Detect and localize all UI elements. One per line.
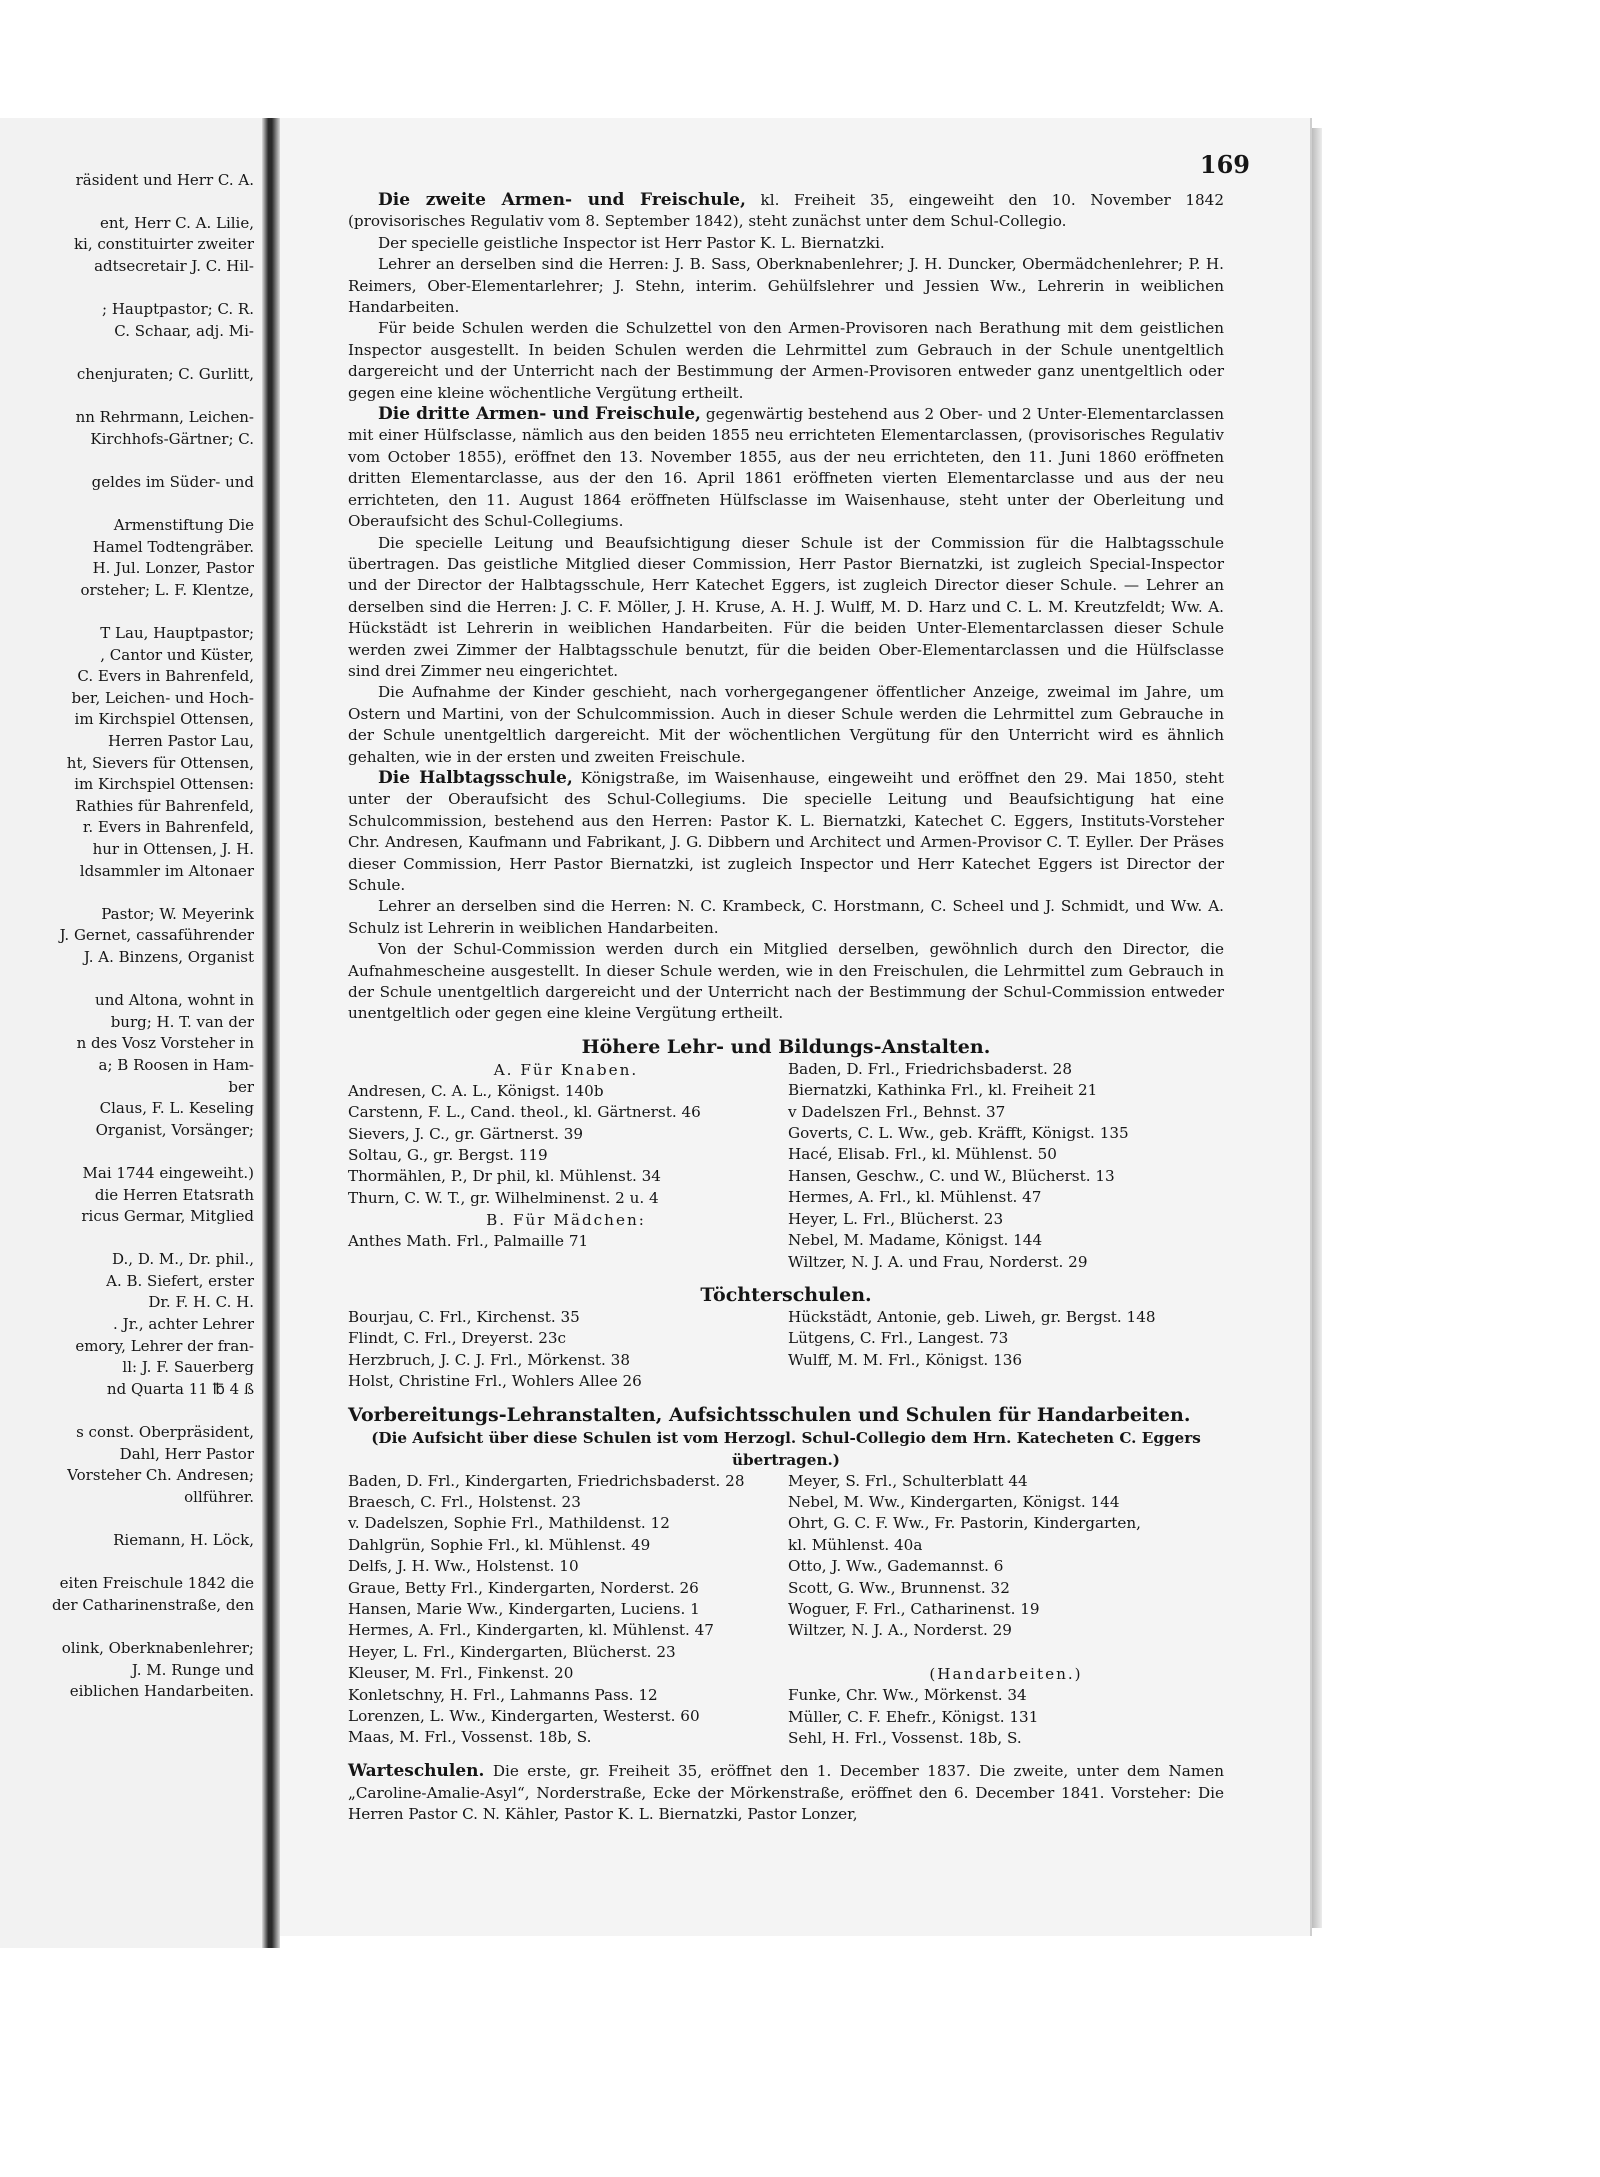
list-item: v Dadelszen Frl., Behnst. 37 <box>788 1102 1006 1121</box>
page-edge <box>1312 128 1322 1928</box>
toechter-right-column <box>788 1307 1224 1393</box>
left-page-line <box>0 450 254 472</box>
left-page-line <box>0 191 254 213</box>
left-page-line <box>0 148 254 170</box>
left-page-line <box>0 1141 254 1163</box>
left-page-line: D., D. M., Dr. phil., <box>112 1250 254 1269</box>
page-number: 169 <box>1199 150 1250 179</box>
list-item: Wulff, M. M. Frl., Königst. 136 <box>788 1350 1023 1369</box>
vorbereitung-left-column <box>348 1471 784 1750</box>
left-page-line: , Cantor und Küster, <box>100 645 254 664</box>
toechter-left-column <box>348 1307 784 1393</box>
list-item: Baden, D. Frl., Kindergarten, Friedrichsbaderst. 28 <box>348 1471 745 1490</box>
paragraph-text: kl. Freiheit 35, eingeweiht den 10. November 1842 (provisorisches Regulativ vom 8. September 1842), steht zunächst unter dem Schul-Collegio. <box>348 191 1224 231</box>
left-page-line: H. Jul. Lonzer, Pastor <box>92 559 254 578</box>
left-page-line: burg; H. T. van der <box>110 1012 254 1031</box>
left-page-line: im Kirchspiel Ottensen: <box>74 775 254 794</box>
list-item: Herzbruch, J. C. J. Frl., Mörkenst. 38 <box>348 1350 631 1369</box>
left-page-line: Kirchhofs-Gärtner; C. <box>90 429 254 448</box>
list-item: Heyer, L. Frl., Kindergarten, Blücherst. 23 <box>348 1642 676 1661</box>
list-item: Wiltzer, N. J. A., Norderst. 29 <box>788 1621 1012 1640</box>
list-item: Graue, Betty Frl., Kindergarten, Norderst. 26 <box>348 1578 699 1597</box>
list-item: Nebel, M. Ww., Kindergarten, Königst. 144 <box>788 1492 1120 1511</box>
list-item: Hansen, Geschw., C. und W., Blücherst. 13 <box>788 1166 1115 1185</box>
left-page-line: ki, constituirter zweiter <box>73 235 254 254</box>
left-page-line: Dr. F. H. C. H. <box>148 1293 254 1312</box>
left-page-line <box>0 342 254 364</box>
hoehere-columns <box>348 1059 1224 1273</box>
section-title-toechter: Töchterschulen. <box>700 1283 872 1306</box>
list-item: Kleuser, M. Frl., Finkenst. 20 <box>348 1664 574 1683</box>
left-page-line: n des Vosz Vorsteher in <box>76 1034 254 1053</box>
left-page-line <box>0 1616 254 1638</box>
left-page-line: orsteher; L. F. Klentze, <box>80 580 254 599</box>
left-page-line: ollführer. <box>184 1487 254 1506</box>
left-page-line: r. Evers in Bahrenfeld, <box>82 818 254 837</box>
left-page <box>0 118 262 1948</box>
paragraph: Der specielle geistliche Inspector ist Herr Pastor K. L. Biernatzki. <box>378 233 885 252</box>
page-content <box>348 190 1224 1826</box>
list-item: Lütgens, C. Frl., Langest. 73 <box>788 1329 1009 1348</box>
paragraph: Lehrer an derselben sind die Herren: N. C. Krambeck, C. Horstmann, C. Scheel und J. Schmidt, und Ww. A. Schulz ist Lehrerin in weiblichen Handarbeiten. <box>348 897 1224 937</box>
left-page-line <box>0 969 254 991</box>
left-page-line: Herren Pastor Lau, <box>108 732 254 751</box>
left-page-line: J. Gernet, cassaführender <box>59 926 254 945</box>
left-page-line: Vorsteher Ch. Andresen; <box>67 1466 254 1485</box>
subsection-knaben: A. Für Knaben. <box>493 1060 639 1079</box>
list-item: Bourjau, C. Frl., Kirchenst. 35 <box>348 1307 580 1326</box>
left-page-line: nd Quarta 11 ℔ 4 ß <box>106 1379 254 1398</box>
left-page-line: der Catharinenstraße, den <box>51 1595 254 1614</box>
left-page-line <box>0 1508 254 1530</box>
section-title-hoehere: Höhere Lehr- und Bildungs-Anstalten. <box>581 1035 991 1058</box>
list-item: Konletschny, H. Frl., Lahmanns Pass. 12 <box>348 1685 658 1704</box>
left-page-line <box>0 1400 254 1422</box>
list-item: Andresen, C. A. L., Königst. 140b <box>348 1081 604 1100</box>
left-page-line: T Lau, Hauptpastor; <box>100 624 254 643</box>
left-page-line: C. Evers in Bahrenfeld, <box>77 667 254 686</box>
vorbereitung-note: (Die Aufsicht über diese Schulen ist vom Herzogl. Schul-Collegio dem Hrn. Katecheten C. Eggers übertragen.) <box>371 1428 1201 1469</box>
handarbeiten-list <box>788 1685 1224 1749</box>
list-item: Flindt, C. Frl., Dreyerst. 23c <box>348 1329 567 1348</box>
paragraph-text: Königstraße, im Waisenhause, eingeweiht und eröffnet den 29. Mai 1850, steht unter der Oberaufsicht des Schul-Collegiums. Die specielle Leitung und Beaufsichtigung hat eine Schulcommission, bestehend aus den Herren: Pastor K. L. Biernatzki, Katechet C. Eggers, Instituts-Vorsteher Chr. Andresen, Kaufmann und Fabrikant, J. G. Dibbern und Architect und Armen-Provisor C. T. Eyller. Der Präses dieser Commission, Herr Pastor Biernatzki, ist zugleich Inspector und Herr Katechet Eggers ist Director der Schule. <box>348 768 1225 894</box>
left-page-line: eiten Freischule 1842 die <box>59 1574 254 1593</box>
left-page-line: ht, Sievers für Ottensen, <box>66 753 254 772</box>
vorbereitung-right-list <box>788 1471 1224 1642</box>
left-page-line: A. B. Siefert, erster <box>106 1271 254 1290</box>
left-page-line: ; Hauptpastor; C. R. <box>102 300 254 319</box>
heading-halbtagsschule: Die Halbtagsschule, <box>378 767 573 788</box>
left-page-line: chenjuraten; C. Gurlitt, <box>76 364 254 383</box>
list-item: Hacé, Elisab. Frl., kl. Mühlenst. 50 <box>788 1145 1057 1164</box>
list-item: Hückstädt, Antonie, geb. Liweh, gr. Bergst. 148 <box>788 1307 1156 1326</box>
left-page-line: geldes im Süder- und <box>91 472 254 491</box>
list-item: kl. Mühlenst. 40a <box>788 1535 923 1554</box>
left-page-line: ll: J. F. Sauerberg <box>122 1358 254 1377</box>
list-item: Carstenn, F. L., Cand. theol., kl. Gärtnerst. 46 <box>348 1103 701 1122</box>
list-item: Anthes Math. Frl., Palmaille 71 <box>348 1232 589 1251</box>
heading-warteschulen: Warteschulen. <box>348 1761 485 1782</box>
list-item: Thurn, C. W. T., gr. Wilhelminenst. 2 u. 4 <box>348 1188 659 1207</box>
paragraph: Die specielle Leitung und Beaufsichtigung dieser Schule ist der Commission für die Halbtagsschule übertragen. Das geistliche Mitglied dieser Commission, Herr Pastor Biernatzki, ist zugleich Special-Inspector und der Director der Halbtagsschule, Herr Katechet Eggers, ist zugleich Director dieser Schule. — Lehrer an derselben sind die Herren: J. C. F. Möller, J. H. Kruse, A. H. J. Wulff, M. D. Harz und C. L. M. Kreutzfeldt; Ww. A. Hückstädt ist Lehrerin in weiblichen Handarbeiten. Für die beiden Unter-Elementarclassen dieser Schule werden zwei Zimmer der Halbtagsschule benutzt, für die beiden Ober-Elementarclassen und die Hülfsclasse sind drei Zimmer neu eingerichtet. <box>348 533 1224 680</box>
left-page-line: ber <box>228 1077 254 1096</box>
left-page-line: ber, Leichen- und Hoch- <box>71 688 254 707</box>
list-item: Thormählen, P., Dr phil, kl. Mühlenst. 34 <box>348 1167 661 1186</box>
book-gutter <box>262 118 280 1948</box>
list-item: Braesch, C. Frl., Holstenst. 23 <box>348 1492 581 1511</box>
list-item: Holst, Christine Frl., Wohlers Allee 26 <box>348 1372 642 1391</box>
heading-second-school: Die zweite Armen- und Freischule, <box>378 190 746 210</box>
list-item: Hermes, A. Frl., kl. Mühlenst. 47 <box>788 1188 1042 1207</box>
paragraph: Für beide Schulen werden die Schulzettel von den Armen-Provisoren nach Berathung mit dem geistlichen Inspector ausgestellt. In beiden Schulen werden die Lehrmittel zum Gebrauch in der Schule unentgeltlich dargereicht und der Unterricht nach der Bestimmung der Armen-Provisoren entweder ganz unentgeltlich oder gegen eine kleine wöchentliche Vergütung ertheilt. <box>348 319 1224 402</box>
left-page-line <box>0 1228 254 1250</box>
list-item: Goverts, C. L. Ww., geb. Kräfft, Königst. 135 <box>788 1124 1129 1143</box>
right-page <box>280 118 1312 1936</box>
left-page-line: Pastor; W. Meyerink <box>101 904 254 923</box>
left-page-line: nn Rehrmann, Leichen- <box>75 408 254 427</box>
hoehere-left-column <box>348 1059 784 1273</box>
paragraph-text: gegenwärtig bestehend aus 2 Ober- und 2 Unter-Elementarclassen mit einer Hülfsclasse, nämlich aus den beiden 1855 neu errichteten Elementarclassen, (provisorisches Regulativ vom October 1855), eröffnet den 13. November 1855, aus der neu errichteten, den 11. Juni 1860 eröffneten dritten Elementarclasse, aus der den 16. April 1861 eröffneten vierten Elementarclasse und aus der neu errichteten, den 11. August 1864 eröffneten Hülfsclasse im Waisenhause, steht unter der Oberleitung und Oberaufsicht des Schul-Collegiums. <box>348 405 1224 531</box>
left-page-line: Riemann, H. Löck, <box>113 1531 254 1549</box>
list-item: Sievers, J. C., gr. Gärtnerst. 39 <box>348 1124 584 1143</box>
list-item: Dahlgrün, Sophie Frl., kl. Mühlenst. 49 <box>348 1535 651 1554</box>
left-page-line <box>0 386 254 408</box>
vorbereitung-right-column <box>788 1471 1224 1750</box>
knaben-list <box>348 1081 784 1209</box>
paragraph-text: Die erste, gr. Freiheit 35, eröffnet den 1. December 1837. Die zweite, unter dem Namen „Caroline-Amalie-Asyl“, Norderstraße, Ecke der Mörkenstraße, eröffnet den 6. December 1841. Vorsteher: Die Herren Pastor C. N. Kähler, Pastor K. L. Biernatzki, Pastor Lonzer, <box>348 1762 1224 1824</box>
left-page-line: ricus Germar, Mitglied <box>81 1207 254 1226</box>
maedchen-list <box>348 1231 784 1252</box>
left-page-line: Dahl, Herr Pastor <box>119 1444 254 1463</box>
list-item: Lorenzen, L. Ww., Kindergarten, Westerst. 60 <box>348 1707 700 1725</box>
list-item: Soltau, G., gr. Bergst. 119 <box>348 1146 548 1165</box>
paragraph: Die Aufnahme der Kinder geschieht, nach vorhergegangener öffentlicher Anzeige, zweimal im Jahre, um Ostern und Martini, von der Schulcommission. Auch in dieser Schule werden die Lehrmittel zum Gebrauche in der Schule unentgeltlich dargereicht. Mit der wöchentlichen Vergütung für den Unterricht wird es ähnlich gehalten, wie in der ersten und zweiten Freischule. <box>348 683 1224 766</box>
left-page-line <box>0 278 254 300</box>
left-page-line: Hamel Todtengräber. <box>92 537 254 556</box>
left-page-line: hur in Ottensen, J. H. <box>92 840 254 858</box>
left-page-line <box>0 1552 254 1574</box>
list-item: Maas, M. Frl., Vossenst. 18b, S. <box>348 1728 592 1747</box>
left-page-line: im Kirchspiel Ottensen, <box>74 710 254 729</box>
list-item: Delfs, J. H. Ww., Holstenst. 10 <box>348 1557 579 1576</box>
left-page-line <box>0 882 254 904</box>
left-page-line: Rathies für Bahrenfeld, <box>75 796 254 815</box>
list-item: Otto, J. Ww., Gademannst. 6 <box>788 1557 1004 1576</box>
list-item: Meyer, S. Frl., Schulterblatt 44 <box>788 1471 1028 1490</box>
section-title-vorbereitung: Vorbereitungs-Lehranstalten, Aufsichtsschulen und Schulen für Handarbeiten. <box>348 1403 1191 1426</box>
toechter-columns <box>348 1307 1224 1393</box>
list-item: Wiltzer, N. J. A. und Frau, Norderst. 29 <box>788 1252 1088 1271</box>
left-page-line: . Jr., achter Lehrer <box>113 1315 254 1334</box>
left-page-line: ldsammler im Altonaer <box>79 861 254 880</box>
left-page-line: adtsecretair J. C. Hil- <box>94 256 254 275</box>
list-item: v. Dadelszen, Sophie Frl., Mathildenst. 12 <box>348 1514 670 1533</box>
vorbereitung-columns <box>348 1471 1224 1750</box>
left-page-line: die Herren Etatsrath <box>94 1185 254 1204</box>
list-item: Heyer, L. Frl., Blücherst. 23 <box>788 1209 1004 1228</box>
list-item: Woguer, F. Frl., Catharinenst. 19 <box>788 1599 1040 1618</box>
list-item: Baden, D. Frl., Friedrichsbaderst. 28 <box>788 1059 1072 1078</box>
list-item: Hermes, A. Frl., Kindergarten, kl. Mühlenst. 47 <box>348 1621 714 1640</box>
list-item: Sehl, H. Frl., Vossenst. 18b, S. <box>788 1728 1022 1747</box>
left-page-line: Armenstiftung Die <box>113 516 254 535</box>
left-page-line <box>0 494 254 516</box>
left-page-line: J. M. Runge und <box>131 1660 254 1679</box>
left-page-line: C. Schaar, adj. Mi- <box>114 321 254 340</box>
subsection-maedchen: B. Für Mädchen: <box>486 1211 646 1230</box>
list-item: Funke, Chr. Ww., Mörkenst. 34 <box>788 1686 1027 1705</box>
left-page-line: räsident und Herr C. A. <box>75 170 254 189</box>
list-item: Nebel, M. Madame, Königst. 144 <box>788 1231 1043 1250</box>
list-item: Hansen, Marie Ww., Kindergarten, Luciens. 1 <box>348 1599 700 1618</box>
left-page-line: Organist, Vorsänger; <box>95 1120 254 1139</box>
list-item: Ohrt, G. C. F. Ww., Fr. Pastorin, Kindergarten, <box>788 1514 1142 1533</box>
left-page-line: und Altona, wohnt in <box>95 991 254 1010</box>
paragraph: Lehrer an derselben sind die Herren: J. B. Sass, Oberknabenlehrer; J. H. Duncker, Obermädchenlehrer; P. H. Reimers, Ober-Elementarlehrer; J. Stehn, interim. Gehülfslehrer und Jessien Ww., Lehrerin in weiblichen Handarbeiten. <box>348 255 1224 317</box>
heading-third-school: Die dritte Armen- und Freischule, <box>378 404 701 425</box>
left-page-line: a; B Roosen in Ham- <box>98 1055 254 1074</box>
subsection-handarbeiten: (Handarbeiten.) <box>929 1665 1083 1684</box>
paragraph: Von der Schul-Commission werden durch ein Mitglied derselben, gewöhnlich durch den Director, die Aufnahmescheine ausgestellt. In dieser Schule werden, wie in den Freischulen, die Lehrmittel zum Gebrauch in der Schule unentgeltlich dargereicht und der Unterricht nach der Bestimmung der Schul-Commission entweder unentgeltlich oder gegen eine kleine Vergütung ertheilt. <box>348 940 1224 1023</box>
left-page-line: ent, Herr C. A. Lilie, <box>99 213 254 232</box>
left-page-line: olink, Oberknabenlehrer; <box>61 1638 254 1657</box>
left-page-line <box>0 601 254 623</box>
list-item: Müller, C. F. Ehefr., Königst. 131 <box>788 1707 1039 1726</box>
left-page-line: eiblichen Handarbeiten. <box>69 1682 254 1701</box>
left-page-line: s const. Oberpräsident, <box>76 1423 254 1442</box>
left-page-line: Mai 1744 eingeweiht.) <box>82 1163 254 1182</box>
left-page-line: J. A. Binzens, Organist <box>83 947 254 966</box>
list-item: Scott, G. Ww., Brunnenst. 32 <box>788 1578 1010 1597</box>
hoehere-right-column <box>788 1059 1224 1273</box>
left-page-line: Claus, F. L. Keseling <box>99 1099 254 1118</box>
left-page-line: emory, Lehrer der fran- <box>75 1336 254 1355</box>
list-item: Biernatzki, Kathinka Frl., kl. Freiheit 21 <box>788 1081 1098 1100</box>
left-page-text <box>0 148 254 1703</box>
